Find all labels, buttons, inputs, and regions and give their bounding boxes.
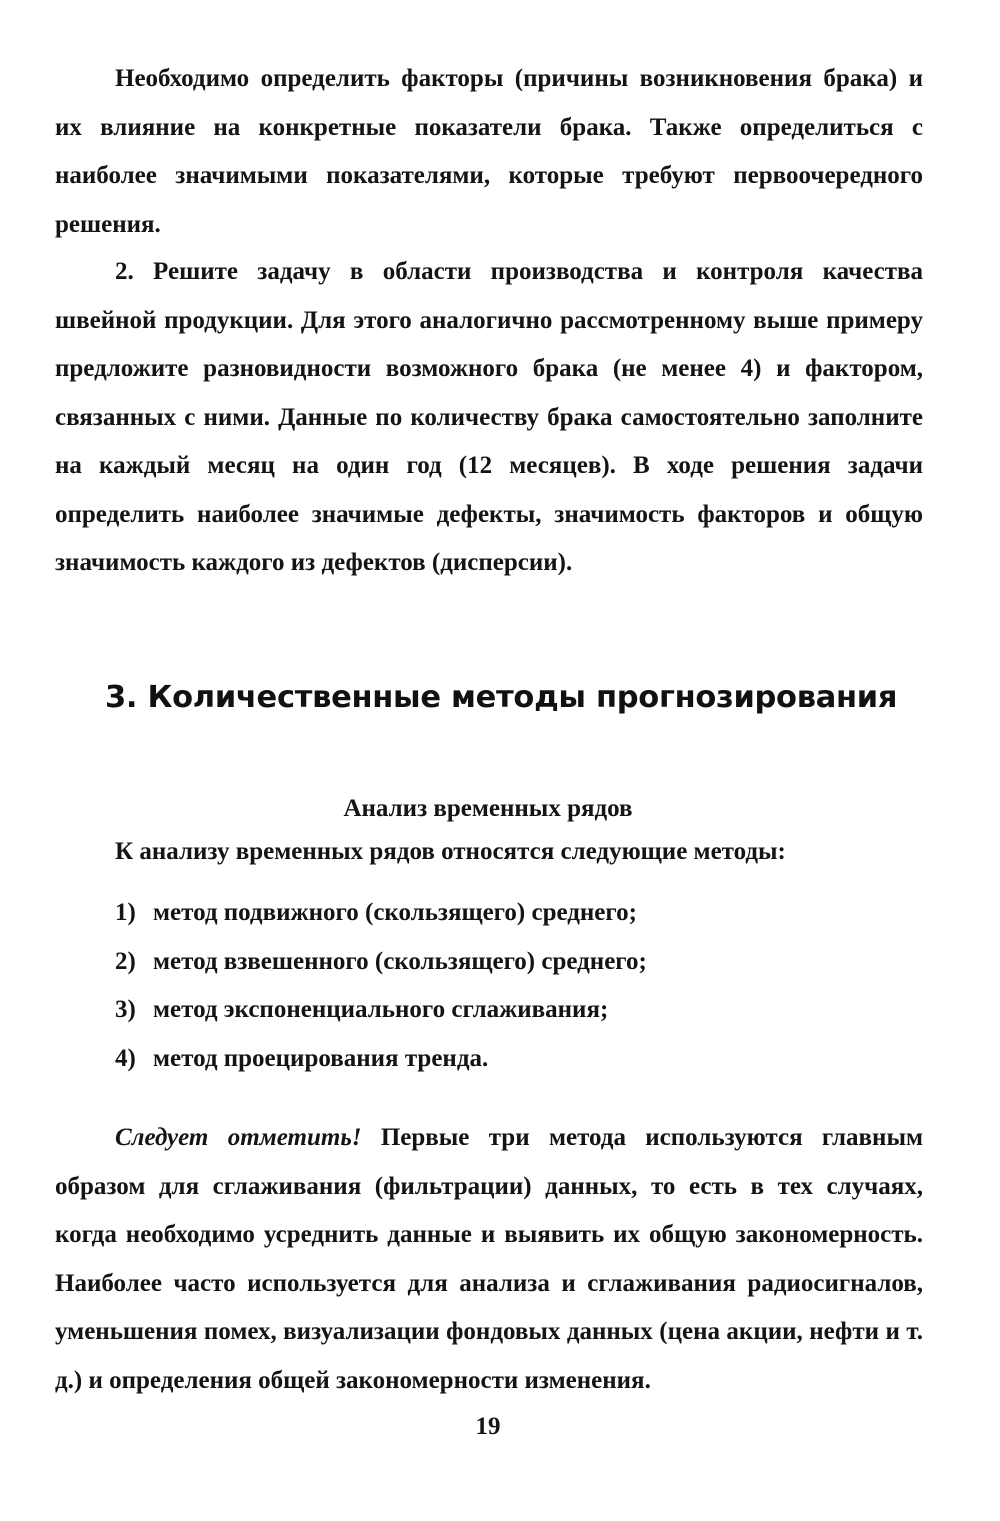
list-item-text: метод взвешенного (скользящего) среднего; bbox=[153, 947, 647, 975]
list-item-number: 1) bbox=[115, 899, 136, 926]
section-title: 3. Количественные методы прогнозирования bbox=[105, 680, 898, 715]
subsection-title: Анализ временных рядов bbox=[343, 795, 633, 822]
list-item-number: 2) bbox=[115, 947, 136, 975]
paragraph-note bbox=[55, 1114, 923, 1405]
list-item-text: метод подвижного (скользящего) среднего; bbox=[153, 899, 637, 926]
note-text: Первые три метода используются главным образом для сглаживания (фильтрации) данных, то есть в тех случаях, когда необходимо усреднить данные и выявить их общую закономерность. Наиболее часто используется для анализа и сглаживания радиосигналов, уменьшения помех, визуализации фондовых данных (цена акции, нефти и т. д.) и определения общей закономерности изменения. bbox=[55, 1124, 923, 1394]
methods-intro: К анализу временных рядов относятся следующие методы: bbox=[115, 838, 786, 865]
list-item bbox=[115, 986, 647, 1035]
page-number: 19 bbox=[475, 1413, 501, 1440]
list-item bbox=[115, 1035, 647, 1084]
note-emphasis: Следует отметить! bbox=[115, 1124, 362, 1151]
methods-list bbox=[115, 889, 647, 1083]
list-item bbox=[115, 938, 647, 987]
list-item-number: 4) bbox=[115, 1044, 136, 1072]
list-item bbox=[115, 889, 647, 938]
paragraph-defect-factors: Необходимо определить факторы (причины возникновения брака) и их влияние на конкретные показатели брака. Также определиться с наиболее значимыми показателями, которые требуют первоочередного решения. bbox=[55, 65, 923, 238]
list-item-number: 3) bbox=[115, 996, 136, 1023]
paragraph-task-2: 2. Решите задачу в области производства и контроля качества швейной продукции. Для этого аналогично рассмотренному выше примеру предложите разновидности возможного брака (не менее 4) и фактором, связанных с ними. Данные по количеству брака самостоятельно заполните на каждый месяц на один год (12 месяцев). В ходе решения задачи определить наиболее значимые дефекты, значимость факторов и общую значимость каждого из дефектов (дисперсии). bbox=[55, 258, 923, 576]
list-item-text: метод экспоненциального сглаживания; bbox=[153, 996, 609, 1023]
list-item-text: метод проецирования тренда. bbox=[153, 1044, 489, 1072]
